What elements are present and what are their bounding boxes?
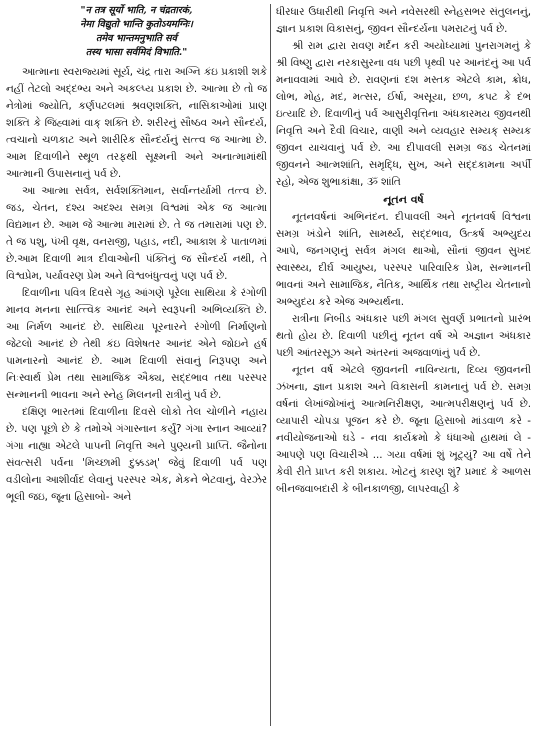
paragraph: આ આત્મા સર્વત્ર, સર્વશક્તિમાન, સર્વાન્તર્યામી તત્ત્વ છે. જડ, ચેતન, દશ્ય અદશ્ય સમગ્ર વિશ્વમાં એક જ આત્મા વિદ્યમાન છે. આમ જે આત્મા મારામાં છે. તે જ તમારામાં પણ છે. તે જ પશુ, પંખી વૃક્ષ, વનરાજી, પહાડ, નદી, આકાશ કે પાતાળમાં છે.આમ દિવાળી માત્ર દીવાઓની પંક્તિનું જ સૌન્દર્ય નથી, તે વિશ્વપ્રેમ, પર્યાવરણ પ્રેમ અને વિશ્વબંધુત્વનું પણ પર્વ છે. [6, 185, 267, 282]
paragraph: દક્ષિણ ભારતમાં દિવાળીના દિવસે લોકો તેલ ચોળીને નહાય છે. પણ પૂછો છે કે તમોએ ગંગાસ્નાન કર્યું? ગંગા સ્નાન આવ્યાં? ગંગા નાહ્યા એટલે પાપની નિવૃત્તિ અને પુણ્યની પ્રાપ્તિ. જૈનોના સંવત્સરી પર્વના 'મિચ્છામી દુક્કડમ્' જેવું દિવાળી પર્વ પણ વડીલોના આશીર્વાદ લેવાનું પરસ્પર એક, મેકને ભેટવાનું, વેરઝેર ભૂલી જઇ, જૂના હિસાબો- અને [6, 406, 267, 503]
section-heading: નૂતન વર્ષ [383, 193, 424, 206]
paragraph: આત્માના સ્વરાજ્યમાં સૂર્ય, ચંદ્ર તારા અગ્નિ કંઇ પ્રકાશી શકે નહીં તેટલો અદ્દભ્ય અને અકલ્પ્ય પ્રકાશ છે. આત્મા છે તો જ નેત્રોમાં જ્યોતિ, કર્ણપટલમાં શ્રવણશક્તિ, નાસિકાઓમાં પ્રાણ શક્તિ કે જિહ્વામાં વાક્ શક્તિ છે. શરીરનું સૌષ્ઠવ અને સૌન્દર્ય, ત્વચાનો ચળકાટ અને શારીરિક સૌન્દર્યનું સત્ત્વ જ આત્મા છે. આમ દિવાળીને સ્થૂળ તરફથી સૂક્ષ્મની અને અનાત્મામાંથી આત્માની ઉપાસનાનું પર્વ છે. [6, 66, 267, 180]
paragraph: શ્રી રામ દ્વારા રાવણ મર્દન કરી અયોધ્યામાં પુનરાગમનું કે શ્રી વિષ્ણુ દ્વારા નરકાસુરના વધ પછી પૃથ્વી પર આનંદનું આ પર્વ મનાવવામાં આવે છે. રાવણનાં દશ મસ્તક એટલે કામ, ક્રોધ, લોભ, મોહ, મદ, મત્સર, ઈર્ષા, અસૂયા, છળ, કપટ કે દંભ ઇત્યાદિ છે. દિવાળીનું પર્વ આસુરીવૃત્તિના અંધકારમય જીવનથી નિવૃત્તિ અને દૈવી વિચાર, વાણી અને વ્યવહાર સમ્યક્ સમ્યક જીવન યાચવાનું પર્વ છે. આ દીપાવલી સમગ્ર જડ ચેતનમાં જીવનને આત્મશાંતિ, સમૃદ્ધિ, સુખ, અને સદ્દકામના અર્પી રહો, એજ શુભાકાંક્ષા, ૐ શાંતિ [276, 40, 531, 188]
right-column [276, 4, 531, 498]
left-column [6, 4, 267, 506]
column-divider [270, 4, 271, 726]
paragraph: નૂતનવર્ષનાં અભિનંદન. દીપાવલી અને નૂતનવર્ષ વિશ્વના સમગ્ર ખંડોને શાંતિ, સામર્થ્ય, સદ્દભાવ, ઉત્કર્ષ અભ્યુદય આપે, જનગણનું સર્વત્ર મંગલ થાઓ, સૌનાં જીવન સુખદ સ્વાસ્થ્ય, દીર્ઘ આયુષ્ય, પરસ્પર પારિવારિક પ્રેમ, સન્માનની ભાવનાં અને સામાજિક, નૈતિક, આર્થિક તથા રાષ્ટ્રીય ચેતનાનો અભ્યુદય કરે એજ અભ્યર્થના. [276, 211, 531, 308]
sanskrit-quote: "न तत्र सूर्यो भाति, न चंद्रतारकं, नेमा विद्युतो भान्ति कुतोऽयमग्निः। तमेव भान्तमनुभाति सर्व तस्य भासा सर्वमिदं विभाति." [80, 5, 193, 58]
paragraph: દિવાળીના પવિત્ર દિવસે ગૃહ આંગણે પૂરેલા સાથિયા કે રંગોળી માનવ મનના સાત્ત્વિક આનંદ અને સ્વરૂપની અભિવ્યક્તિ છે. આ નિર્મળ આનંદ છે. સાથિયા પૂરનારને રંગોળી નિર્માણનો જેટલો આનંદ છે તેથી કંઇ વિશેષતર આનંદ એને જોઇને હર્ષ પામનારનો આનંદ છે. આમ દિવાળી સંવાનું નિરૂપણ અને નિઃસ્વાર્થ પ્રેમ તથા સામાજિક ઐક્ય, સદ્દભાવ તથા પરસ્પર સન્માનની ભાવના અને સ્નેહ મિલનની રાત્રીનું પર્વ છે. [6, 287, 267, 401]
paragraph: નૂતન વર્ષ એટલે જીવનની નાવિન્યતા, દિવ્ય જીવનની ઝંખના, જ્ઞાન પ્રકાશ અને વિકાસની કામનાનું પર્વ છે. સમગ્ર વર્ષનાં લેખાંજોખાંનું આત્મનિરીક્ષણ, આત્મપરીક્ષણનું પર્વ છે. વ્યાપારી ચોપડા પૂજન કરે છે. જૂના હિસાબો માંડવાળ કરે - નવીયોજનાઓ ઘડે - નવા કાર્યક્રમો કે ધંધાઓ હાથમાં લે - આપણે પણ વિચારીએ ... ગયા વર્ષમાં શું ખૂટ્યું? આ વર્ષે તેને કેવી રીતે પ્રાપ્ત કરી શકાય. ખોટનું કારણ શું? પ્રમાદ કે આળસ બીનજવાબદારી કે બીનકાળજી, લાપરવાહી કે [276, 364, 531, 495]
paragraph: રાત્રીના નિબીડ અંધકાર પછી મંગલ સુવર્ણ પ્રભાતનો પ્રારંભ થતો હોય છે. દિવાળી પછીનું નૂતન વર્ષ એ અજ્ઞાન અંધકાર પછી આંતરસૂઝ અને અંતરનાં અજવાળાંનું પર્વ છે. [276, 313, 531, 359]
paragraph: ધીરધાર ઉધારીથી નિવૃત્તિ અને નવેસરથી સ્નેહસભર સંતુલનનું, જ્ઞાન પ્રકાશ વિકાસનું, જીવન સૌન્દર્યના પમરાટનું પર્વ છે. [276, 6, 531, 35]
